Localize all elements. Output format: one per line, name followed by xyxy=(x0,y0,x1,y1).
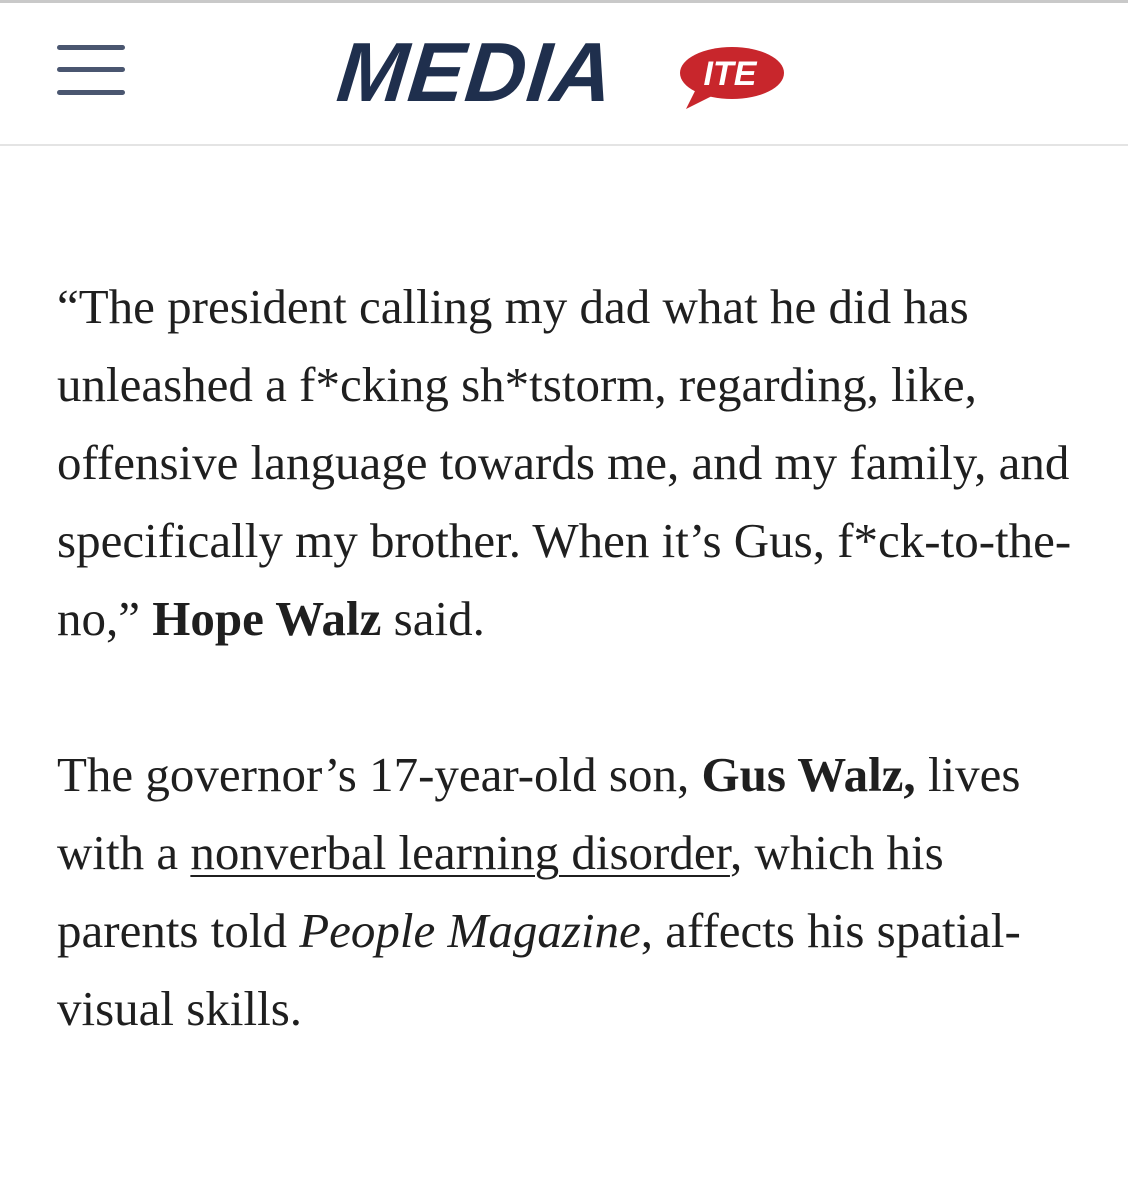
speech-bubble-icon xyxy=(678,45,788,116)
subject-name: Gus Walz, xyxy=(701,747,916,802)
menu-bar-bottom xyxy=(57,90,125,95)
speaker-name: Hope Walz xyxy=(152,591,382,646)
menu-bar-top xyxy=(57,45,125,50)
nonverbal-learning-disorder-link[interactable]: nonverbal learning disorder xyxy=(190,825,730,880)
article-body xyxy=(57,268,1087,1048)
quote-paragraph xyxy=(57,268,1087,658)
context-end: , affects his spatial-visual skills. xyxy=(57,903,1021,1036)
context-after-link: , which his parents told xyxy=(57,825,944,958)
site-header xyxy=(0,3,1128,146)
quote-text: “The president calling my dad what he did has unleashed a f*cking sh*tstorm, regarding, like, offensive language towards me, and my family, and specifically my brother. When it’s Gus, f*ck-to-the-no,” xyxy=(57,279,1072,646)
hamburger-menu-icon[interactable] xyxy=(57,43,125,103)
logo-wordmark: MEDIA xyxy=(333,25,619,119)
publication-name: People Magazine xyxy=(299,903,641,958)
menu-bar-middle xyxy=(57,67,125,72)
mediaite-logo[interactable] xyxy=(333,25,798,119)
context-lead: The governor’s 17-year-old son, xyxy=(57,747,702,802)
logo-bubble-text: ITE xyxy=(703,55,757,93)
attribution-tail: said. xyxy=(381,591,485,646)
context-paragraph xyxy=(57,736,1087,1048)
context-mid: lives with a xyxy=(57,747,1021,880)
